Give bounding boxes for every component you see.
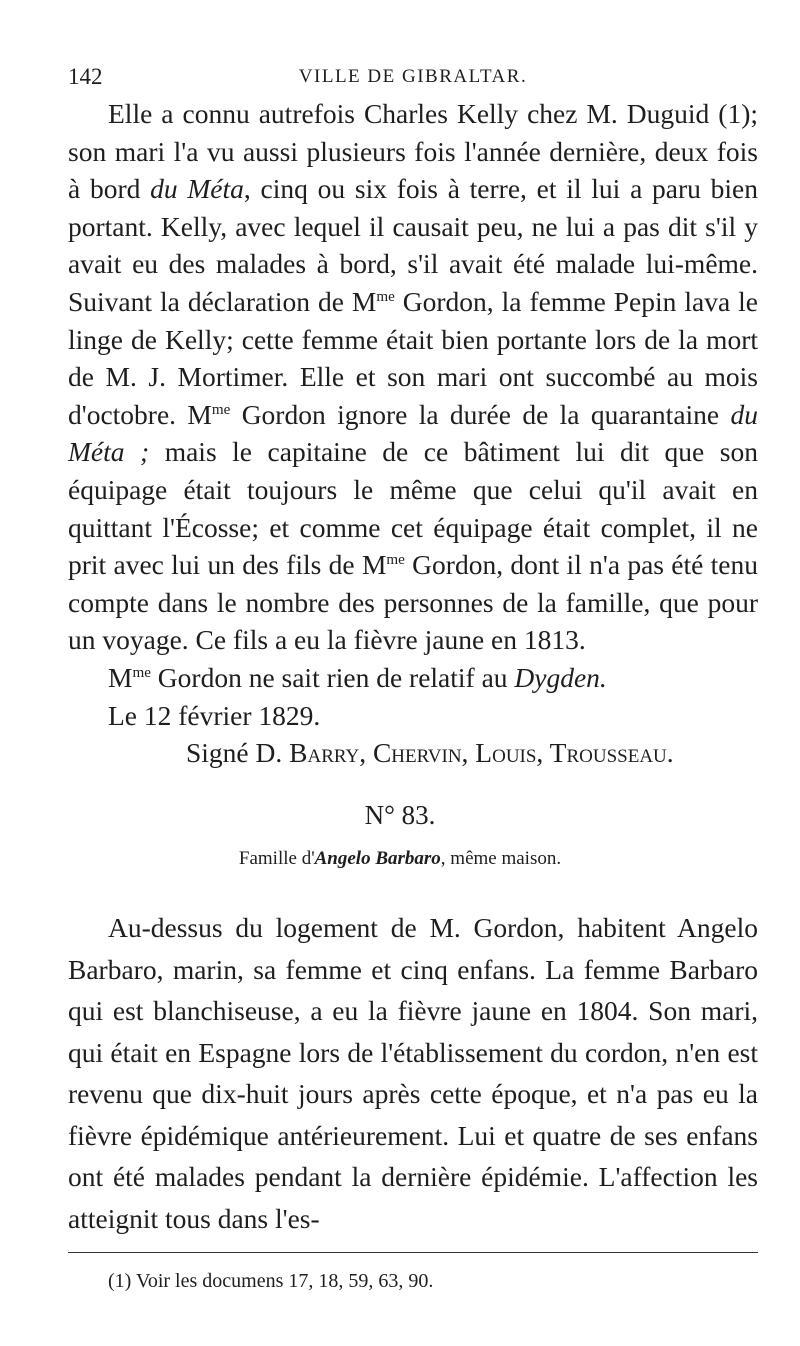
testimony-text: [68, 95, 758, 772]
paragraph-1: Elle a connu autrefois Charles Kelly chez M. Duguid (1); son mari l'a vu aussi plusieurs fois l'année dernière, deux fois à bord du Méta, cinq ou six fois à terre, et il lui a paru bien portant. Kelly, avec lequel il causait peu, ne lui a pas dit s'il y avait eu des malades à bord, s'il avait été malade lui-même. Suivant la déclaration de $M^{me}$ Gordon, la femme Pepin lava le linge de Kelly; cette femme était bien portante lors de la mort de M. J. Mortimer. Elle et son mari ont succombé au mois d'octobre. $M^{me}$ Gordon ignore la durée de la quarantaine du Méta ; mais le capitaine de ce bâtiment lui dit que son équipage était toujours le même que celui qu'il avait en quittant l'Écosse; et comme cet équipage était complet, il ne prit avec lui un des fils de $M^{me}$ Gordon, dont il n'a pas été tenu compte dans le nombre des personnes de la famille, que pour un voyage. Ce fils a eu la fièvre jaune en 1813.: [68, 98, 759, 656]
entry-number: N° 83.: [364, 800, 436, 830]
entry-subtitle: Famille d'Angelo Barbaro, même maison.: [238, 848, 562, 869]
entry-paragraph: Au-dessus du logement de M. Gordon, habitent Angelo Barbaro, marin, sa femme et cinq enfans. La femme Barbaro qui est blanchiseuse, a eu la fièvre jaune en 1804. Son mari, qui était en Espagne lors de l'établissement du cordon, n'en est revenu que dix-huit jours après cette époque, et n'a pas eu la fièvre épidémique antérieurement. Lui et quatre de ses enfans ont été malades pendant la dernière épidémie. L'affection les atteignit tous dans l'es-: [68, 912, 758, 1234]
page-number: 142: [68, 64, 103, 89]
footnote: (1) Voir les documens 17, 18, 59, 63, 90.: [108, 1270, 434, 1292]
running-title: VILLE DE GIBRALTAR.: [298, 66, 528, 87]
signature-line: Signé D. Barry, Chervin, Louis, Trousseau.: [186, 737, 674, 769]
paragraph-2: $M^{me}$ Gordon ne sait rien de relatif au Dygden.: [108, 661, 607, 693]
date-line: Le 12 février 1829.: [108, 699, 321, 731]
entry-text: [68, 907, 758, 1239]
footnote-divider: [68, 1252, 758, 1253]
page-header: [68, 58, 758, 98]
